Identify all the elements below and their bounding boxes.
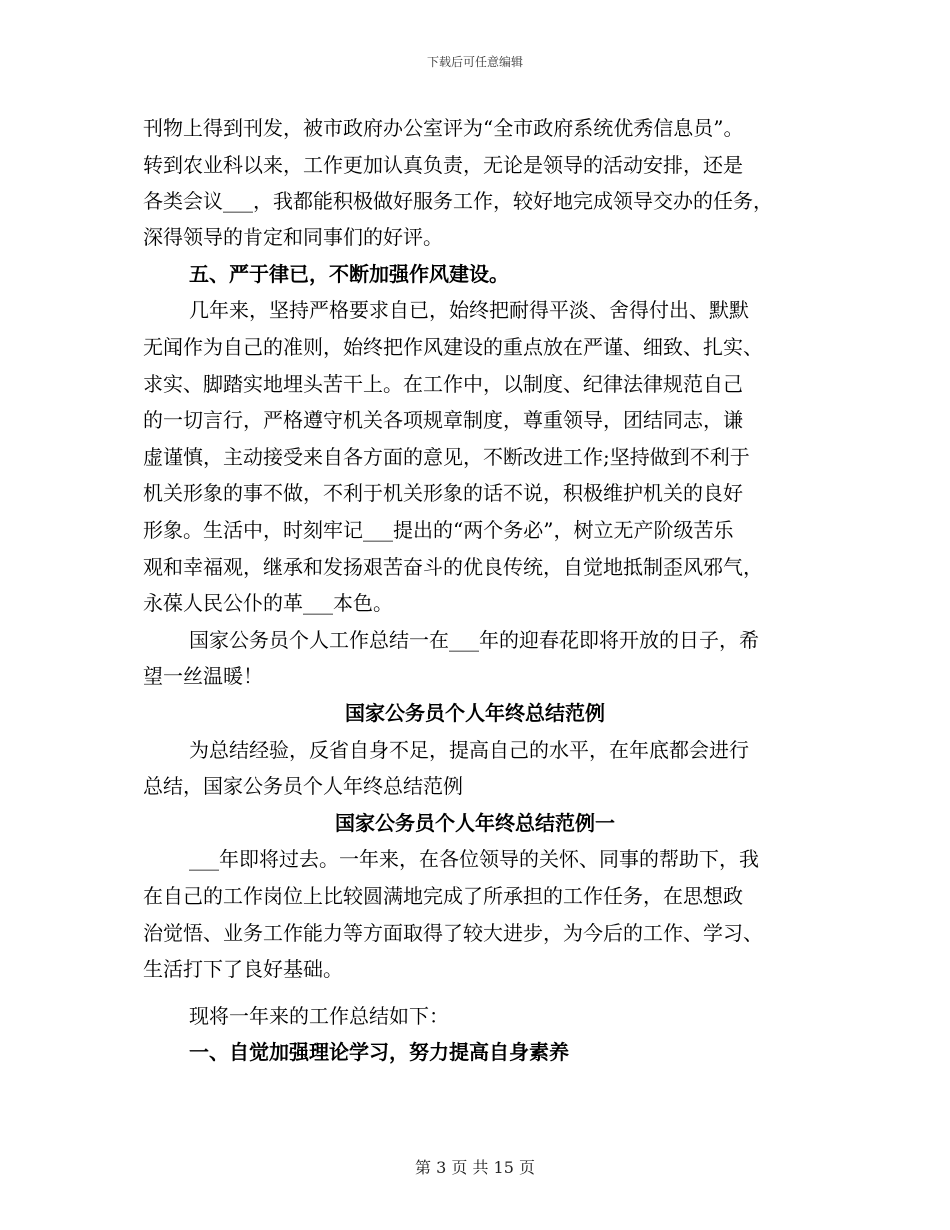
body-text-line: 的一切言行，严格遵守机关各项规章制度，尊重领导，团结同志，谦 (143, 408, 743, 432)
body-text-line: 在自己的工作岗位上比较圆满地完成了所承担的工作任务，在思想政 (143, 884, 743, 908)
body-text-line: 无闻作为自己的准则，始终把作风建设的重点放在严谨、细致、扎实、 (143, 335, 763, 359)
section-heading: 五、严于律已，不断加强作风建设。 (189, 262, 509, 286)
body-text-line: 形象。生活中，时刻牢记___提出的“两个务必”，树立无产阶级苦乐 (143, 518, 734, 542)
body-text-line: 刊物上得到刊发，被市政府办公室评为“全市政府系统优秀信息员”。 (143, 116, 744, 140)
subtitle: 国家公务员个人年终总结范例一 (335, 811, 615, 835)
body-text-line: 国家公务员个人工作总结一在___年的迎春花即将开放的日子，希 (189, 628, 759, 652)
page-footer: 第 3 页 共 15 页 (415, 1158, 535, 1177)
document-title: 国家公务员个人年终总结范例 (345, 701, 605, 725)
body-text-line: 总结，国家公务员个人年终总结范例 (143, 774, 463, 798)
body-text-line: 生活打下了良好基础。 (143, 957, 343, 981)
page-header: 下载后可任意编辑 (426, 55, 523, 69)
body-text-line: 永葆人民公仆的革___本色。 (143, 591, 393, 615)
body-text-line: 望一丝温暖！ (143, 664, 263, 688)
body-text-line: 几年来，坚持严格要求自已，始终把耐得平淡、舍得付出、默默 (189, 298, 749, 322)
body-text-line: 各类会议___，我都能积极做好服务工作，较好地完成领导交办的任务， (143, 189, 773, 213)
body-text-line: 虚谨慎，主动接受来自各方面的意见，不断改进工作;坚持做到不利于 (143, 445, 750, 469)
body-text-line: 为总结经验，反省自身不足，提高自己的水平，在年底都会进行 (189, 738, 749, 762)
body-text-line: 观和幸福观，继承和发扬艰苦奋斗的优良传统，自觉地抵制歪风邪气， (143, 555, 763, 579)
body-text-line: 现将一年来的工作总结如下： (189, 1004, 449, 1028)
body-text-line: 转到农业科以来，工作更加认真负责，无论是领导的活动安排，还是 (143, 153, 743, 177)
body-text-line: 机关形象的事不做，不利于机关形象的话不说，积极维护机关的良好 (143, 481, 743, 505)
body-text-line: 求实、脚踏实地埋头苦干上。在工作中，以制度、纪律法律规范自己 (143, 372, 743, 396)
body-text-line: 深得领导的肯定和同事们的好评。 (143, 225, 443, 249)
section-heading: 一、自觉加强理论学习，努力提高自身素养 (189, 1040, 569, 1064)
body-text-line: ___年即将过去。一年来，在各位领导的关怀、同事的帮助下，我 (189, 847, 759, 871)
body-text-line: 治觉悟、业务工作能力等方面取得了较大进步，为今后的工作、学习、 (143, 921, 763, 945)
